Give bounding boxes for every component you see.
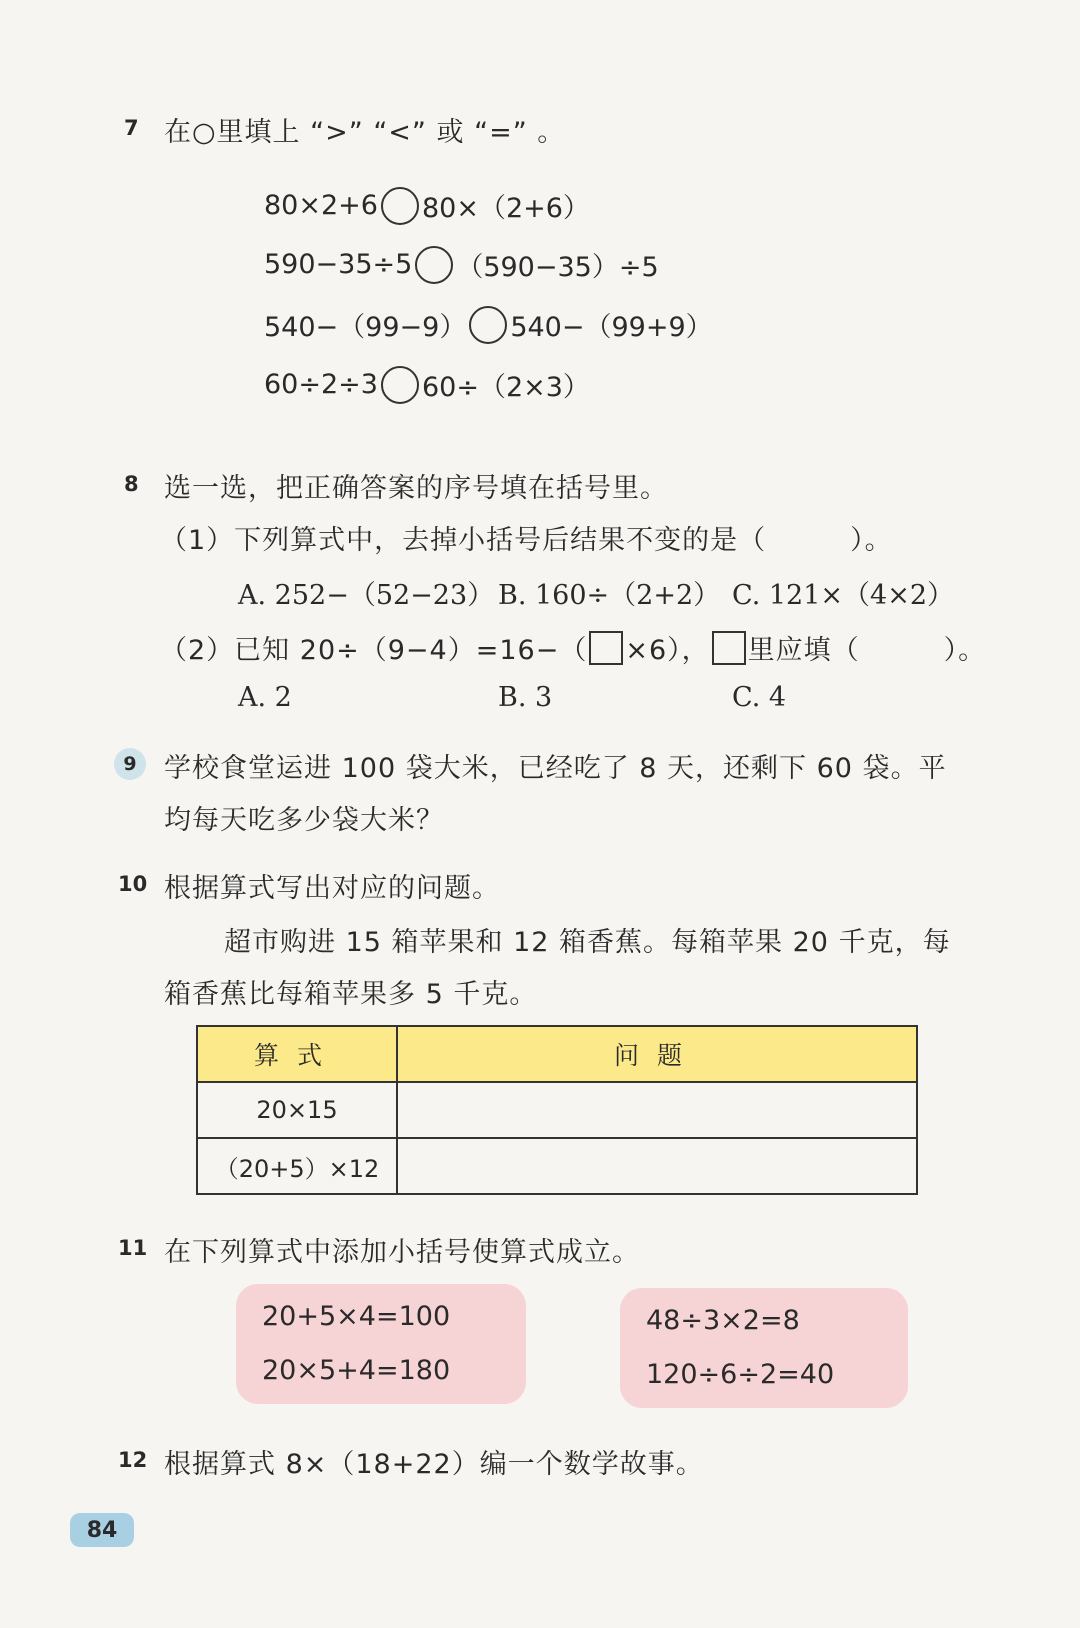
table-row (197, 1082, 917, 1138)
q11-number: 11 (118, 1236, 148, 1260)
q9-line-1: 学校食堂运进 100 袋大米，已经吃了 8 天，还剩下 60 袋。平 (164, 753, 947, 784)
table-cell-question-answer[interactable] (397, 1138, 917, 1194)
answer-circle[interactable] (469, 306, 507, 344)
equation[interactable]: 48÷3×2=8 (646, 1305, 800, 1336)
q7-row-4-left: 60÷2÷3 (264, 369, 378, 400)
q7-row-3 (264, 305, 713, 344)
q8-number: 8 (124, 472, 139, 496)
q7-prompt: 在○里填上 “>” “<” 或 “=” 。 (164, 117, 566, 148)
q11-prompt: 在下列算式中添加小括号使算式成立。 (164, 1237, 640, 1268)
table-cell-question-answer[interactable] (397, 1082, 917, 1138)
equation[interactable]: 20+5×4=100 (262, 1301, 451, 1332)
table-header-question: 问题 (397, 1026, 917, 1082)
answer-circle[interactable] (381, 366, 419, 404)
q7-number: 7 (124, 116, 139, 140)
q7-row-2 (264, 245, 659, 284)
q8-2-text-a: （2）已知 20÷（9−4）=16−（ (160, 635, 588, 666)
q10-paragraph-line-1: 超市购进 15 箱苹果和 12 箱香蕉。每箱苹果 20 千克，每 (224, 927, 951, 958)
q7-row-1-left: 80×2+6 (264, 190, 378, 221)
blank-square[interactable] (589, 631, 623, 665)
q8-2-option-b[interactable]: B. 3 (498, 682, 553, 713)
q10-paragraph-line-2: 箱香蕉比每箱苹果多 5 千克。 (164, 979, 538, 1010)
q10-number: 10 (118, 872, 148, 896)
equation[interactable]: 120÷6÷2=40 (646, 1359, 835, 1390)
q12-prompt: 根据算式 8×（18+22）编一个数学故事。 (164, 1449, 704, 1480)
q8-2-option-a[interactable]: A. 2 (238, 682, 292, 713)
q7-row-4-right: 60÷（2×3） (421, 372, 590, 403)
equation-box-1 (236, 1284, 526, 1404)
q7-row-3-left: 540−（99−9） (264, 312, 467, 343)
q7-row-1-right: 80×（2+6） (421, 193, 590, 224)
q8-2-text-b: ×6）， (625, 635, 710, 666)
q7-row-1 (264, 186, 590, 225)
table-cell-formula: 20×15 (197, 1082, 397, 1138)
q9-number: 9 (114, 748, 146, 780)
q7-row-4 (264, 365, 590, 404)
q8-1-option-c[interactable]: C. 121×（4×2） (732, 580, 954, 611)
q7-row-3-right: 540−（99+9） (510, 312, 713, 343)
q9-line-2: 均每天吃多少袋大米？ (164, 805, 444, 836)
q8-subquestion-2 (160, 628, 986, 667)
q10-prompt: 根据算式写出对应的问题。 (164, 873, 500, 904)
table-cell-formula: （20+5）×12 (197, 1138, 397, 1194)
page-number: 84 (70, 1513, 134, 1547)
equation[interactable]: 20×5+4=180 (262, 1355, 451, 1386)
q8-2-text-c: 里应填（ ）。 (747, 635, 987, 666)
table-row (197, 1138, 917, 1194)
blank-square[interactable] (712, 631, 746, 665)
table-header-row (197, 1026, 917, 1082)
q7-row-2-right: （590−35）÷5 (456, 252, 659, 283)
q7-row-2-left: 590−35÷5 (264, 249, 413, 280)
q8-1-option-b[interactable]: B. 160÷（2+2） (498, 580, 721, 611)
table-header-formula: 算式 (197, 1026, 397, 1082)
formula-question-table (196, 1025, 918, 1195)
q8-2-option-c[interactable]: C. 4 (732, 682, 787, 713)
q12-number: 12 (118, 1448, 148, 1472)
q8-1-option-a[interactable]: A. 252−（52−23） (238, 580, 495, 611)
answer-circle[interactable] (415, 246, 453, 284)
equation-box-2 (620, 1288, 908, 1408)
q8-subquestion-1: （1）下列算式中，去掉小括号后结果不变的是（ ）。 (160, 525, 893, 556)
answer-circle[interactable] (381, 187, 419, 225)
q8-prompt: 选一选，把正确答案的序号填在括号里。 (164, 473, 668, 504)
